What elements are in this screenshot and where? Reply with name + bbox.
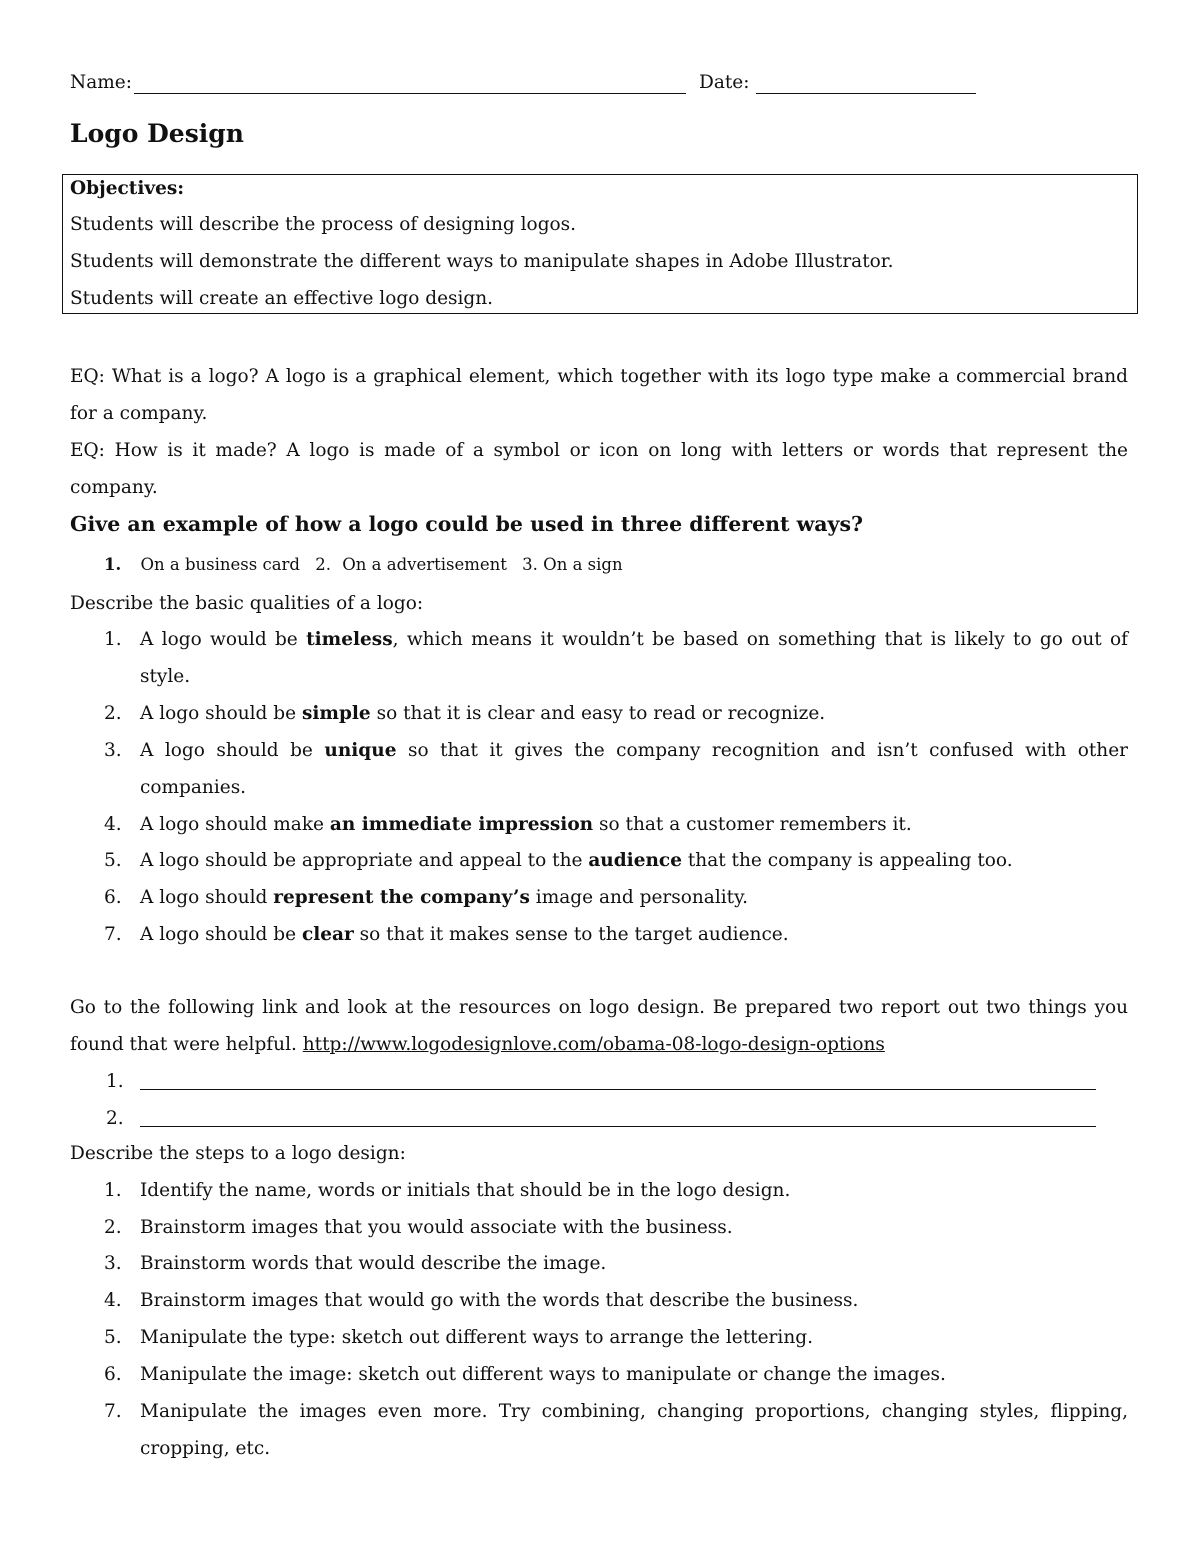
list-number: 1. (104, 629, 122, 650)
objective-item: Students will describe the process of designing logos. (70, 214, 577, 235)
list-item-text: Manipulate the image: sketch out different ways to manipulate or change the images. (140, 1364, 946, 1385)
list-number: 3. (104, 740, 122, 761)
list-item-text: Brainstorm images that you would associate with the business. (140, 1217, 733, 1238)
objective-item: Students will create an effective logo design. (70, 288, 494, 309)
list-item-text: Identify the name, words or initials that should be in the logo design. (140, 1180, 791, 1201)
date-blank-line[interactable] (756, 93, 976, 94)
resource-link[interactable]: http://www.logodesignlove.com/obama-08-logo-design-options (302, 1034, 885, 1055)
name-blank-line[interactable] (134, 93, 686, 94)
bold-term: simple (301, 703, 371, 724)
answer-blank-line[interactable] (140, 1126, 1096, 1127)
name-label: Name: (70, 72, 132, 93)
blank-number: 1. (106, 1071, 124, 1092)
list-item-text (140, 842, 1128, 879)
qualities-heading: Describe the basic qualities of a logo: (70, 593, 424, 614)
list-item-text: Manipulate the images even more. Try combining, changing proportions, changing styles, flipping, cropping, etc. (140, 1401, 1128, 1459)
blank-number: 2. (106, 1108, 124, 1129)
example-number: 1. (104, 555, 122, 574)
bold-term: an immediate impression (329, 814, 594, 835)
text-run: A logo should be (140, 703, 302, 724)
objectives-heading: Objectives: (70, 178, 185, 199)
text-run: A logo should be (140, 740, 325, 761)
list-number: 4. (104, 1290, 122, 1311)
list-item-text (140, 806, 1128, 843)
text-run: that the company is appealing too. (681, 850, 1013, 871)
resources-text: Go to the following link and look at the resources on logo design. Be prepared two report out two things you found that were helpful. (70, 997, 1128, 1055)
list-item-text: Brainstorm images that would go with the words that describe the business. (140, 1290, 859, 1311)
text-run: so that a customer remembers it. (593, 814, 912, 835)
text-run: A logo would be (140, 629, 307, 650)
date-label: Date: (699, 72, 750, 93)
examples-row (104, 555, 623, 574)
list-number: 5. (104, 1327, 122, 1348)
list-item-text (140, 879, 1128, 916)
eq-what-is-logo: EQ: What is a logo? A logo is a graphical element, which together with its logo type make a commercial brand for a company. (70, 366, 1128, 424)
list-number: 3. (104, 1253, 122, 1274)
bold-term: represent the company’s (273, 887, 530, 908)
examples-heading: Give an example of how a logo could be used in three different ways? (70, 512, 864, 536)
resources-paragraph (70, 989, 1128, 1063)
list-number: 5. (104, 850, 122, 871)
list-number: 4. (104, 814, 122, 835)
text-run: A logo should make (140, 814, 330, 835)
eq-how-is-it-made: EQ: How is it made? A logo is made of a symbol or icon on long with letters or words that represent the company. (70, 440, 1128, 498)
example-item: On a business card (140, 555, 300, 574)
bold-term: audience (588, 850, 682, 871)
steps-heading: Describe the steps to a logo design: (70, 1143, 406, 1164)
list-item-text (140, 916, 1128, 953)
bold-term: timeless (306, 629, 393, 650)
text-run: A logo should (140, 887, 274, 908)
text-run: A logo should be appropriate and appeal to the (140, 850, 589, 871)
bold-term: clear (301, 924, 354, 945)
text-run: so that it makes sense to the target audience. (353, 924, 789, 945)
list-number: 6. (104, 1364, 122, 1385)
list-number: 7. (104, 1401, 122, 1422)
page-title: Logo Design (70, 119, 244, 148)
list-number: 6. (104, 887, 122, 908)
text-run: so that it gives the company recognition and isn’t confused with other companies. (140, 740, 1128, 798)
list-number: 7. (104, 924, 122, 945)
answer-blank-line[interactable] (140, 1089, 1096, 1090)
objective-item: Students will demonstrate the different ways to manipulate shapes in Adobe Illustrator. (70, 251, 894, 272)
example-number: 2. (315, 555, 331, 574)
list-number: 2. (104, 1217, 122, 1238)
list-item-text: Brainstorm words that would describe the image. (140, 1253, 607, 1274)
list-item-text (140, 621, 1128, 695)
list-item-text (140, 695, 1128, 732)
example-item: On a advertisement (342, 555, 507, 574)
list-number: 2. (104, 703, 122, 724)
example-number: 3. (522, 555, 538, 574)
text-run: image and personality. (529, 887, 748, 908)
text-run: A logo should be (140, 924, 302, 945)
list-number: 1. (104, 1180, 122, 1201)
text-run: , which means it wouldn’t be based on something that is likely to go out of style. (140, 629, 1128, 687)
example-item: On a sign (543, 555, 623, 574)
list-item-text: Manipulate the type: sketch out different ways to arrange the lettering. (140, 1327, 813, 1348)
text-run: so that it is clear and easy to read or recognize. (370, 703, 826, 724)
list-item-text (140, 732, 1128, 806)
bold-term: unique (324, 740, 397, 761)
